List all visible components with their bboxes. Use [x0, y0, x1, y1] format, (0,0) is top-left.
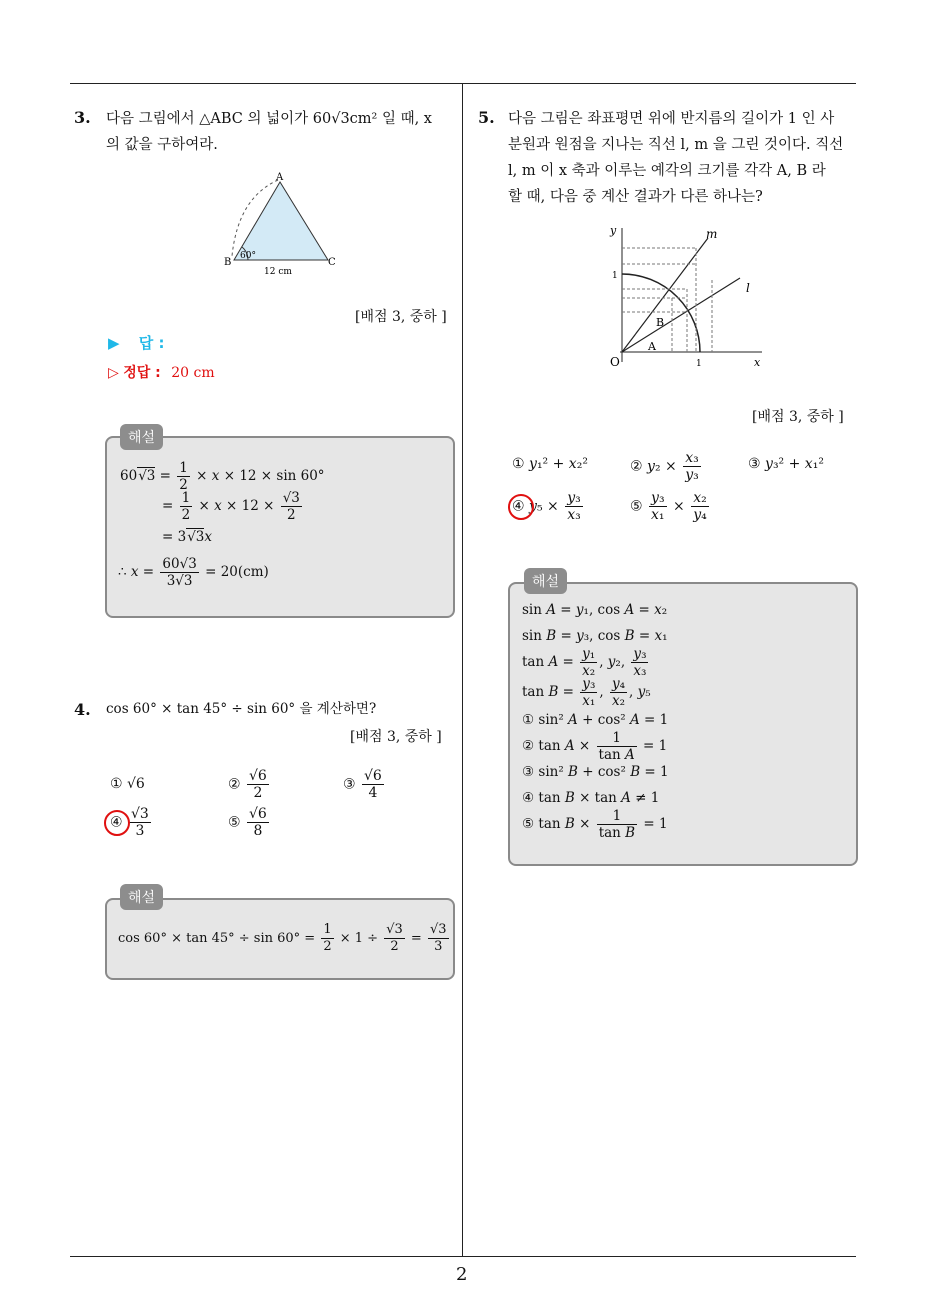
q5-option-5[interactable]: ⑤ $\frac{\text{y₃}}{\text{x₁}}$ × $\frac{\text{x₂}}{\text{y₄}}$ — [630, 490, 707, 523]
line-m-label: m — [706, 227, 718, 241]
q3-answer-label: 답 : — [138, 334, 165, 352]
angle-a-label: A — [648, 340, 656, 353]
line-m — [622, 238, 708, 352]
coordinate-graph — [600, 222, 770, 372]
q5-solution-tag: 해설 — [524, 568, 567, 594]
vertex-b: B — [224, 257, 232, 268]
q3-number: 3. — [74, 108, 91, 127]
quarter-circle — [622, 274, 700, 352]
line-l-label: l — [746, 281, 750, 295]
q3-answer-row — [108, 332, 165, 353]
q5-option-1[interactable]: ① y₁² + x₂² — [512, 456, 588, 472]
origin-label: O — [610, 355, 620, 369]
q4-opt2-num: ② — [228, 776, 241, 793]
q5-text-line1: 다음 그림은 좌표평면 위에 반지름의 길이가 1 인 사 — [508, 111, 835, 127]
y-axis-label: y — [610, 224, 617, 237]
q5-points: [배점 3, 중하 ] — [752, 409, 844, 425]
q5-sol-line2: sin B = y₃, cos B = x₁ — [522, 628, 668, 644]
q4-sol-line: cos 60° × tan 45° ÷ sin 60° = $\frac{1}{2}$ × 1 ÷ $\frac{√3}{2}$ = $\frac{√3}{3}$ — [118, 922, 447, 954]
q4-option-4[interactable]: ④ $\frac{√3}{3}$ — [110, 806, 149, 839]
q5-text-line3: l, m 이 x 축과 이루는 예각의 크기를 각각 A, B 라 — [508, 163, 826, 179]
q5-sol-line9: ⑤ tan B × $\frac{1}{\text{tan B}}$ = 1 — [522, 808, 668, 841]
q3-correct-value: 20 cm — [171, 365, 215, 381]
q4-option-3[interactable]: ③ $\frac{√6}{4}$ — [343, 768, 382, 801]
q4-option-5[interactable]: ⑤ $\frac{√6}{8}$ — [228, 806, 267, 839]
q4-option-1[interactable]: ① √6 — [110, 776, 145, 792]
q4-solution-tag: 해설 — [120, 884, 163, 910]
q4-opt1-num: ① — [110, 776, 123, 792]
vertex-a: A — [276, 172, 284, 183]
q5-sol-line7: ③ sin² B + cos² B = 1 — [522, 764, 669, 780]
play-icon: ▶ — [108, 334, 120, 352]
q4-points: [배점 3, 중하 ] — [350, 729, 442, 745]
q3-sol-line1: 60√3 = $\frac{1}{2}$ × x × 12 × sin 60° — [120, 460, 325, 493]
q4-opt5-num: ⑤ — [228, 814, 241, 831]
q3-text-line1: 다음 그림에서 △ABC 의 넓이가 60√3cm² 일 때, x — [106, 111, 432, 127]
q5-number: 5. — [478, 108, 495, 127]
q5-text-line2: 분원과 원점을 지나는 직선 l, m 을 그린 것이다. 직선 — [508, 137, 844, 153]
q4-number: 4. — [74, 700, 91, 719]
q4-answer-circle-mark — [104, 810, 130, 836]
page-number: 2 — [456, 1264, 468, 1285]
q3-solution-tag: 해설 — [120, 424, 163, 450]
q5-sol-line4: tan B = $\frac{\text{y₃}}{\text{x₁}}$ , $\frac{\text{y₄}}{\text{x₂}}$ , y₅ — [522, 676, 651, 709]
q3-correct-label: 정답 : — [123, 365, 161, 381]
q3-sol-line4: ∴ x = $\frac{60√3}{3√3}$ = 20(cm) — [118, 556, 269, 589]
q3-text-line2: 의 값을 구하여라. — [106, 137, 218, 153]
q3-points: [배점 3, 중하 ] — [355, 309, 447, 325]
q5-answer-circle-mark — [508, 494, 534, 520]
q5-option-2[interactable]: ② y₂ × $\frac{\text{x₃}}{\text{y₃}}$ — [630, 450, 699, 483]
top-rule — [70, 83, 856, 84]
x-axis-label: x — [754, 356, 761, 369]
q4-option-2[interactable]: ② $\frac{√6}{2}$ — [228, 768, 267, 801]
x-one-label: 1 — [696, 359, 702, 369]
q5-sol-line5: ① sin² A + cos² A = 1 — [522, 712, 669, 728]
column-divider — [462, 84, 463, 1256]
q5-sol-line6: ② tan A × $\frac{1}{\text{tan A}}$ = 1 — [522, 730, 668, 763]
q5-text — [508, 106, 858, 210]
q3-sol-line3: = 3√3x — [162, 529, 213, 545]
q3-correct-row — [108, 362, 215, 382]
q3-sol-line2: = $\frac{1}{2}$ × x × 12 × $\frac{√3}{2}$ — [162, 490, 300, 523]
triangle-figure — [218, 168, 348, 280]
angle-b-label: B — [656, 316, 665, 329]
q4-text: cos 60° × tan 45° ÷ sin 60° 을 계산하면? — [106, 701, 377, 717]
q5-sol-line1: sin A = y₁, cos A = x₂ — [522, 602, 668, 618]
q3-text — [106, 106, 456, 158]
q5-option-4[interactable]: ④ y₅ × $\frac{\text{y₃}}{\text{x₃}}$ — [512, 490, 581, 523]
q4-opt3-num: ③ — [343, 776, 356, 793]
q5-sol-line3: tan A = $\frac{\text{y₁}}{\text{x₂}}$ , y₂, $\frac{\text{y₃}}{\text{x₃}}$ — [522, 646, 647, 679]
q4-opt4-num: ④ — [110, 814, 123, 831]
triangle-abc — [234, 182, 328, 260]
q5-sol-line8: ④ tan B × tan A ≠ 1 — [522, 790, 660, 806]
length-label: 12 cm — [264, 267, 292, 277]
angle-label: 60° — [240, 251, 256, 261]
hollow-play-icon: ▷ — [108, 365, 119, 381]
q5-text-line4: 할 때, 다음 중 계산 결과가 다른 하나는? — [508, 189, 763, 205]
y-one-label: 1 — [612, 271, 618, 281]
q5-option-3[interactable]: ③ y₃² + x₁² — [748, 456, 824, 472]
bottom-rule — [70, 1256, 856, 1257]
vertex-c: C — [328, 257, 336, 268]
